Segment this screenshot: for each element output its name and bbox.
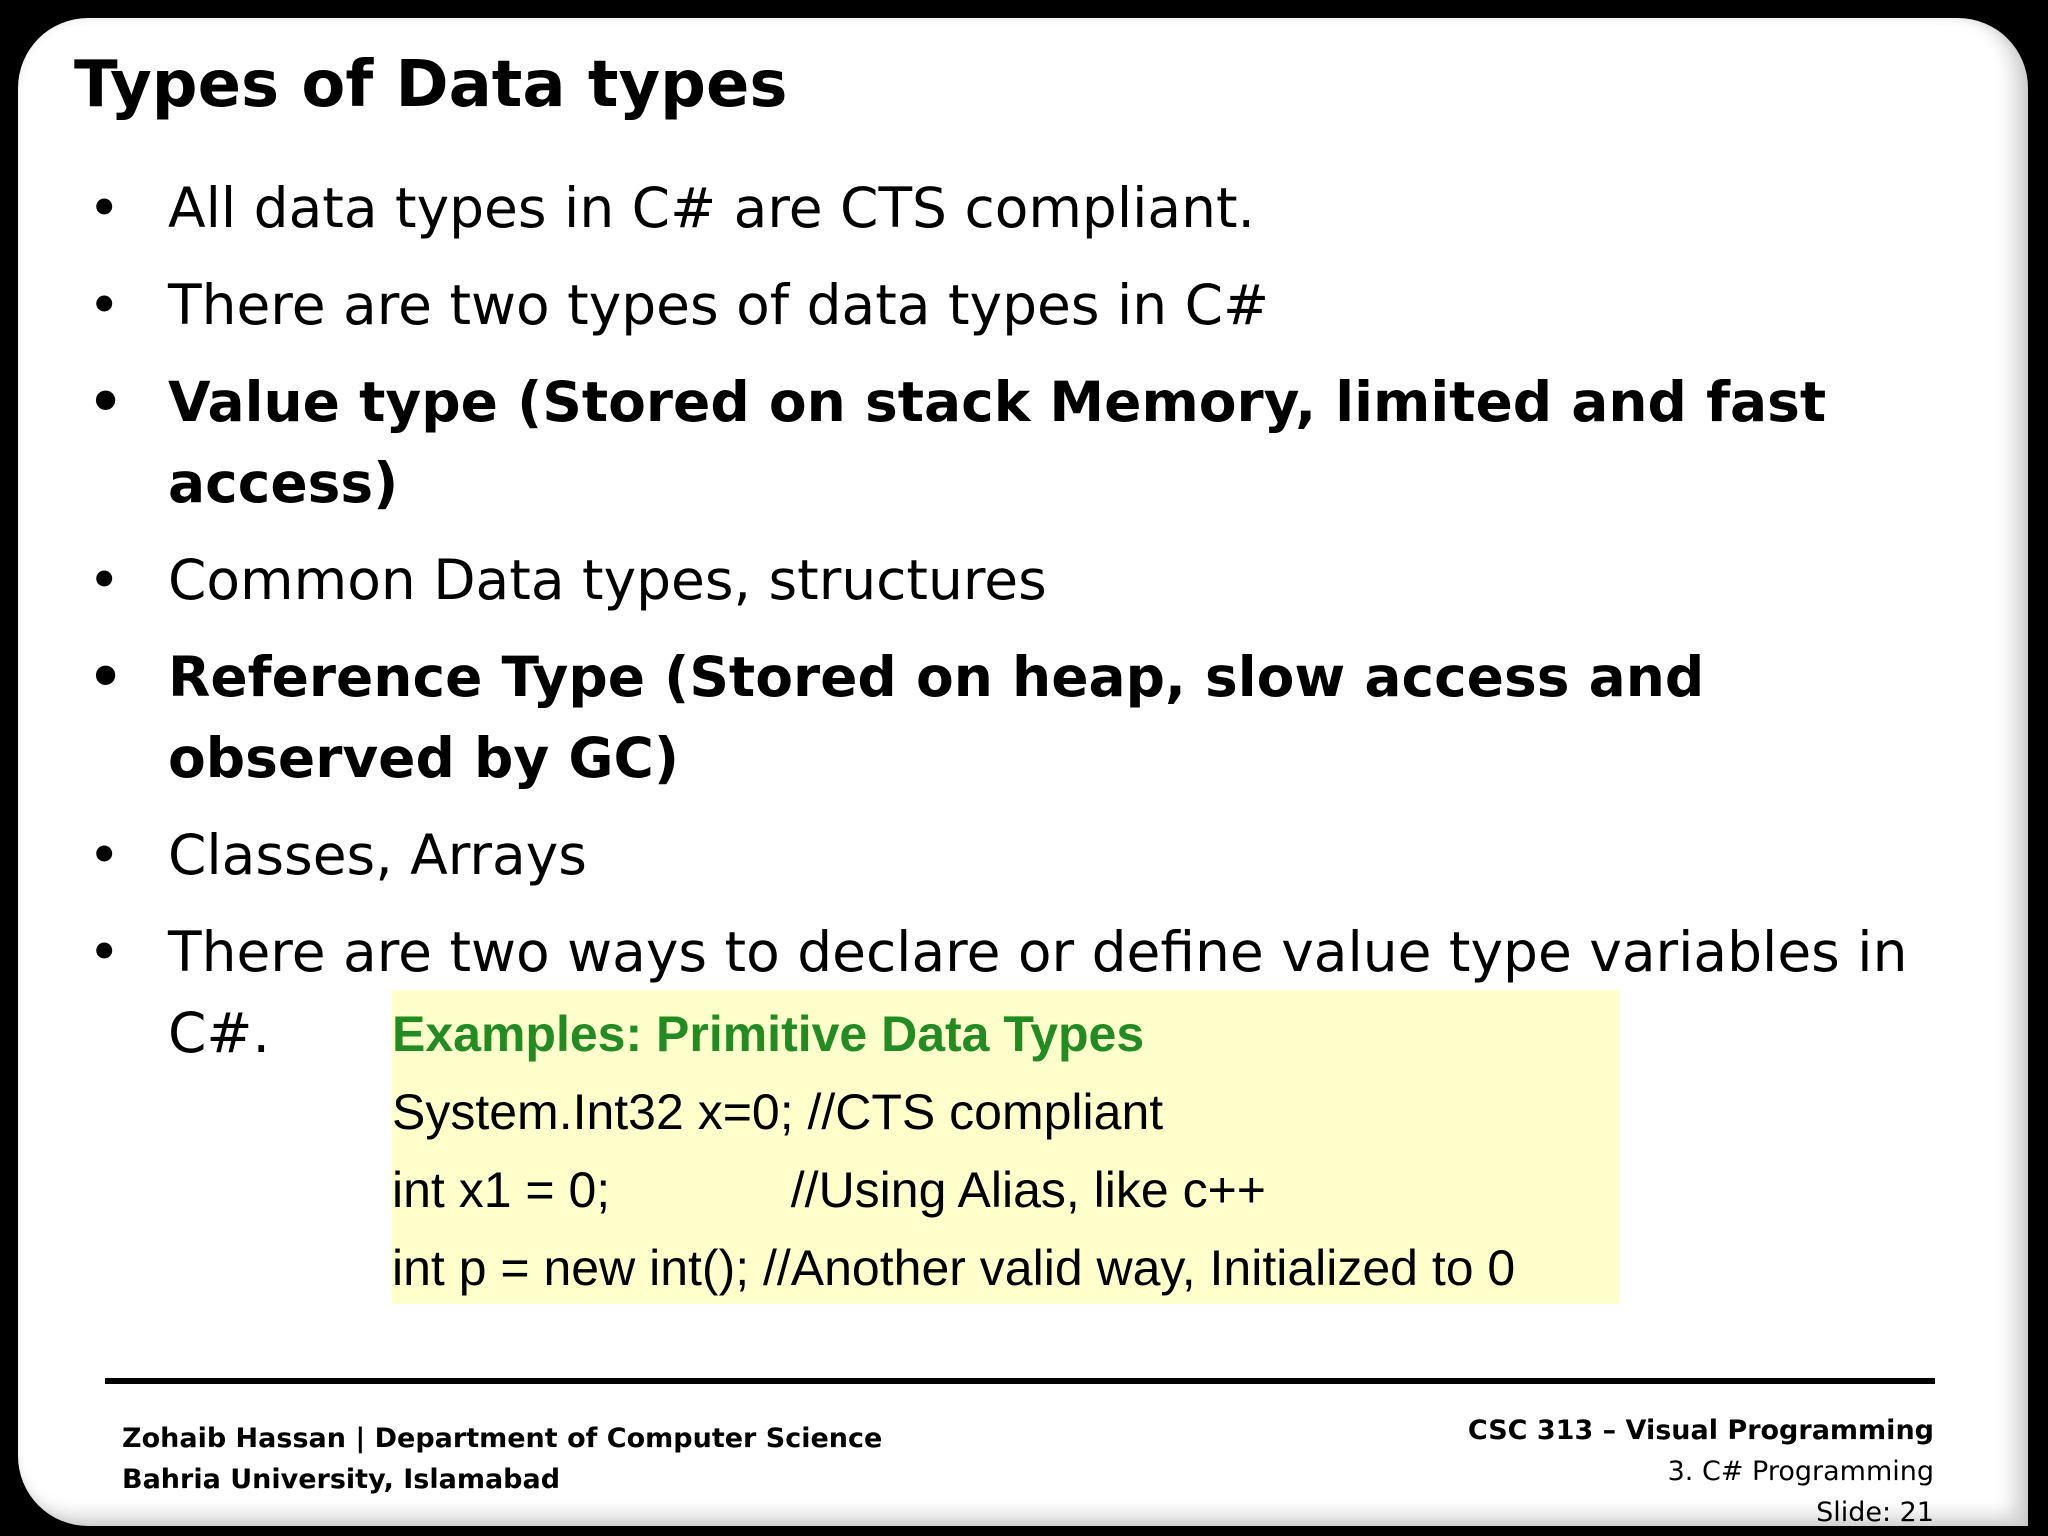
- bullet-text: Reference Type (Stored on heap, slow access and observed by GC): [168, 645, 1705, 790]
- bullet-dot-icon: •: [88, 548, 121, 612]
- bullet-text: There are two types of data types in C#: [168, 273, 1270, 337]
- code-line: int p = new int(); //Another valid way, Initialized to 0: [392, 1240, 1516, 1296]
- footer-slide-number: Slide: 21: [1816, 1497, 1934, 1526]
- examples-box: [392, 990, 1620, 1304]
- bullet-item: [74, 815, 1954, 896]
- bullet-text: Common Data types, structures: [168, 548, 1047, 612]
- code-line: int x1 = 0; //Using Alias, like c++: [392, 1162, 1266, 1218]
- bullet-list: [74, 168, 1954, 1090]
- footer-divider: [105, 1378, 1935, 1384]
- examples-heading: Examples: Primitive Data Types: [392, 1006, 1145, 1062]
- bullet-item: [74, 168, 1954, 249]
- bullet-item: [74, 540, 1954, 621]
- slide: [18, 18, 2028, 1526]
- bullet-item: [74, 265, 1954, 346]
- footer-university: Bahria University, Islamabad: [122, 1464, 561, 1495]
- bullet-dot-icon: •: [88, 920, 121, 984]
- bullet-dot-icon: •: [88, 176, 121, 240]
- footer-right: [1468, 1410, 1934, 1526]
- bullet-text: Classes, Arrays: [168, 823, 587, 887]
- footer-left: [122, 1418, 882, 1500]
- bullet-text: Value type (Stored on stack Memory, limited and fast access): [168, 370, 1827, 515]
- code-line: System.Int32 x=0; //CTS compliant: [392, 1084, 1164, 1140]
- bullet-text: All data types in C# are CTS compliant.: [168, 176, 1256, 240]
- footer-chapter: 3. C# Programming: [1667, 1456, 1934, 1487]
- bullet-item: [74, 637, 1954, 799]
- slide-title: Types of Data types: [74, 48, 788, 122]
- bullet-dot-icon: •: [88, 370, 124, 434]
- footer-course: CSC 313 – Visual Programming: [1467, 1415, 1934, 1446]
- bullet-text: There are two ways to declare or define value type variables in C#.: [168, 920, 1908, 1065]
- bullet-dot-icon: •: [88, 823, 121, 887]
- bullet-dot-icon: •: [88, 273, 121, 337]
- bullet-item: [74, 362, 1954, 524]
- footer-author-dept: Zohaib Hassan | Department of Computer Science: [122, 1423, 883, 1454]
- bullet-dot-icon: •: [88, 645, 124, 709]
